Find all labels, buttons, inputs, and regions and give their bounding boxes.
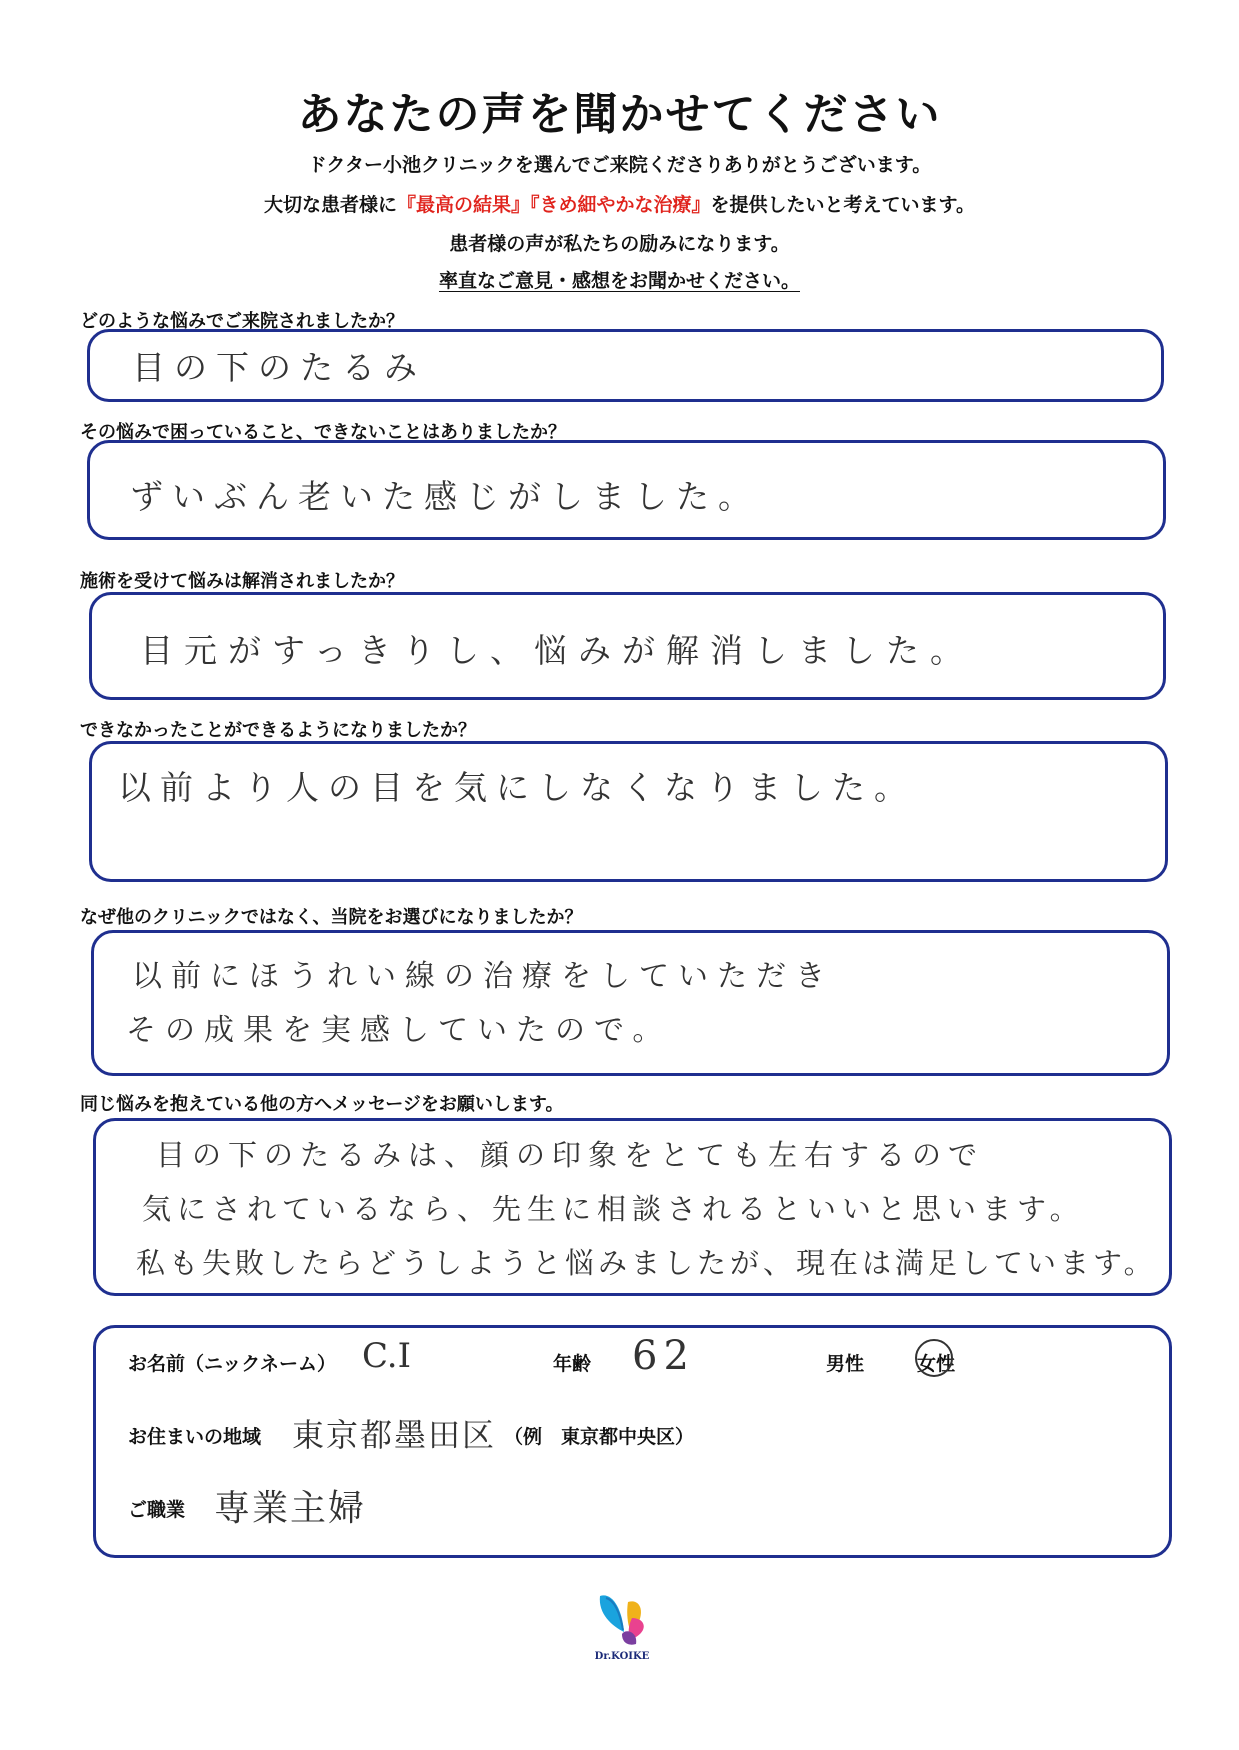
answer-box-2	[87, 440, 1166, 540]
question-4-label: できなかったことができるようになりましたか？	[80, 720, 476, 741]
intro-line-2-highlight: 『最高の結果』『きめ細やかな治療』	[397, 194, 711, 216]
answer-box-6	[93, 1118, 1172, 1296]
page-title: あなたの声を聞かせてください	[297, 89, 942, 140]
area-example: （例 東京都中央区）	[504, 1426, 695, 1448]
answer-2-line-1: ずいぶん老いた感じがしました。	[130, 477, 760, 516]
name-value: C.I	[362, 1336, 412, 1376]
logo-text: Dr.KOIKE	[594, 1651, 650, 1662]
question-3-label: 施術を受けて悩みは解消されましたか？	[80, 571, 404, 592]
female-selected-circle	[915, 1339, 956, 1377]
answer-5-line-2: その成果を実感していたので。	[126, 1013, 672, 1048]
answer-box-4	[89, 741, 1168, 882]
answer-6-line-3: 私も失敗したらどうしようと悩みましたが、現在は満足しています。	[136, 1246, 1157, 1280]
gender-female-label: 女性	[917, 1353, 956, 1375]
answer-6-line-1: 目の下のたるみは、顔の印象をとても左右するので	[156, 1138, 985, 1172]
area-value: 東京都墨田区	[292, 1416, 497, 1454]
answer-3-line-1: 目元がすっきりし、悩みが解消しました。	[140, 631, 975, 670]
name-label: お名前（ニックネーム）	[128, 1353, 337, 1375]
intro-line-2	[0, 190, 1239, 217]
answer-1-line-1: 目の下のたるみ	[132, 348, 426, 387]
answer-box-5	[91, 930, 1170, 1076]
intro-line-2-pre: 大切な患者様に	[263, 194, 397, 216]
intro-line-4	[0, 266, 1239, 293]
area-label: お住まいの地域	[128, 1426, 262, 1448]
intro-line-3: 患者様の声が私たちの励みになります。	[449, 233, 790, 255]
answer-6-line-2: 気にされているなら、先生に相談されるといいと思います。	[142, 1192, 1085, 1226]
age-label: 年齢	[553, 1353, 592, 1375]
answer-box-1	[87, 329, 1164, 402]
question-6-label: 同じ悩みを抱えている他の方へメッセージをお願いします。	[80, 1094, 564, 1115]
gender-male-label: 男性	[826, 1353, 865, 1375]
occupation-label: ご職業	[128, 1499, 186, 1521]
answer-5-line-1: 以前にほうれい線の治療をしていただき	[132, 959, 834, 994]
intro-line-2-post: を提供したいと考えています。	[710, 194, 975, 216]
question-5-label: なぜ他のクリニックではなく、当院をお選びになりましたか？	[80, 907, 583, 928]
question-1-label: どのような悩みでご来院されましたか？	[80, 311, 404, 332]
intro-line-4-text: 率直なご意見・感想をお聞かせください。	[438, 270, 800, 292]
question-2-label: その悩みで困っていること、できないことはありましたか？	[80, 422, 566, 443]
age-value: 62	[632, 1333, 695, 1379]
answer-4-line-1: 以前より人の目を気にしなくなりました。	[118, 768, 916, 807]
intro-line-1: ドクター小池クリニックを選んでご来院くださりありがとうございます。	[307, 154, 932, 176]
occupation-value: 専業主婦	[214, 1488, 367, 1529]
answer-box-3	[89, 592, 1166, 700]
